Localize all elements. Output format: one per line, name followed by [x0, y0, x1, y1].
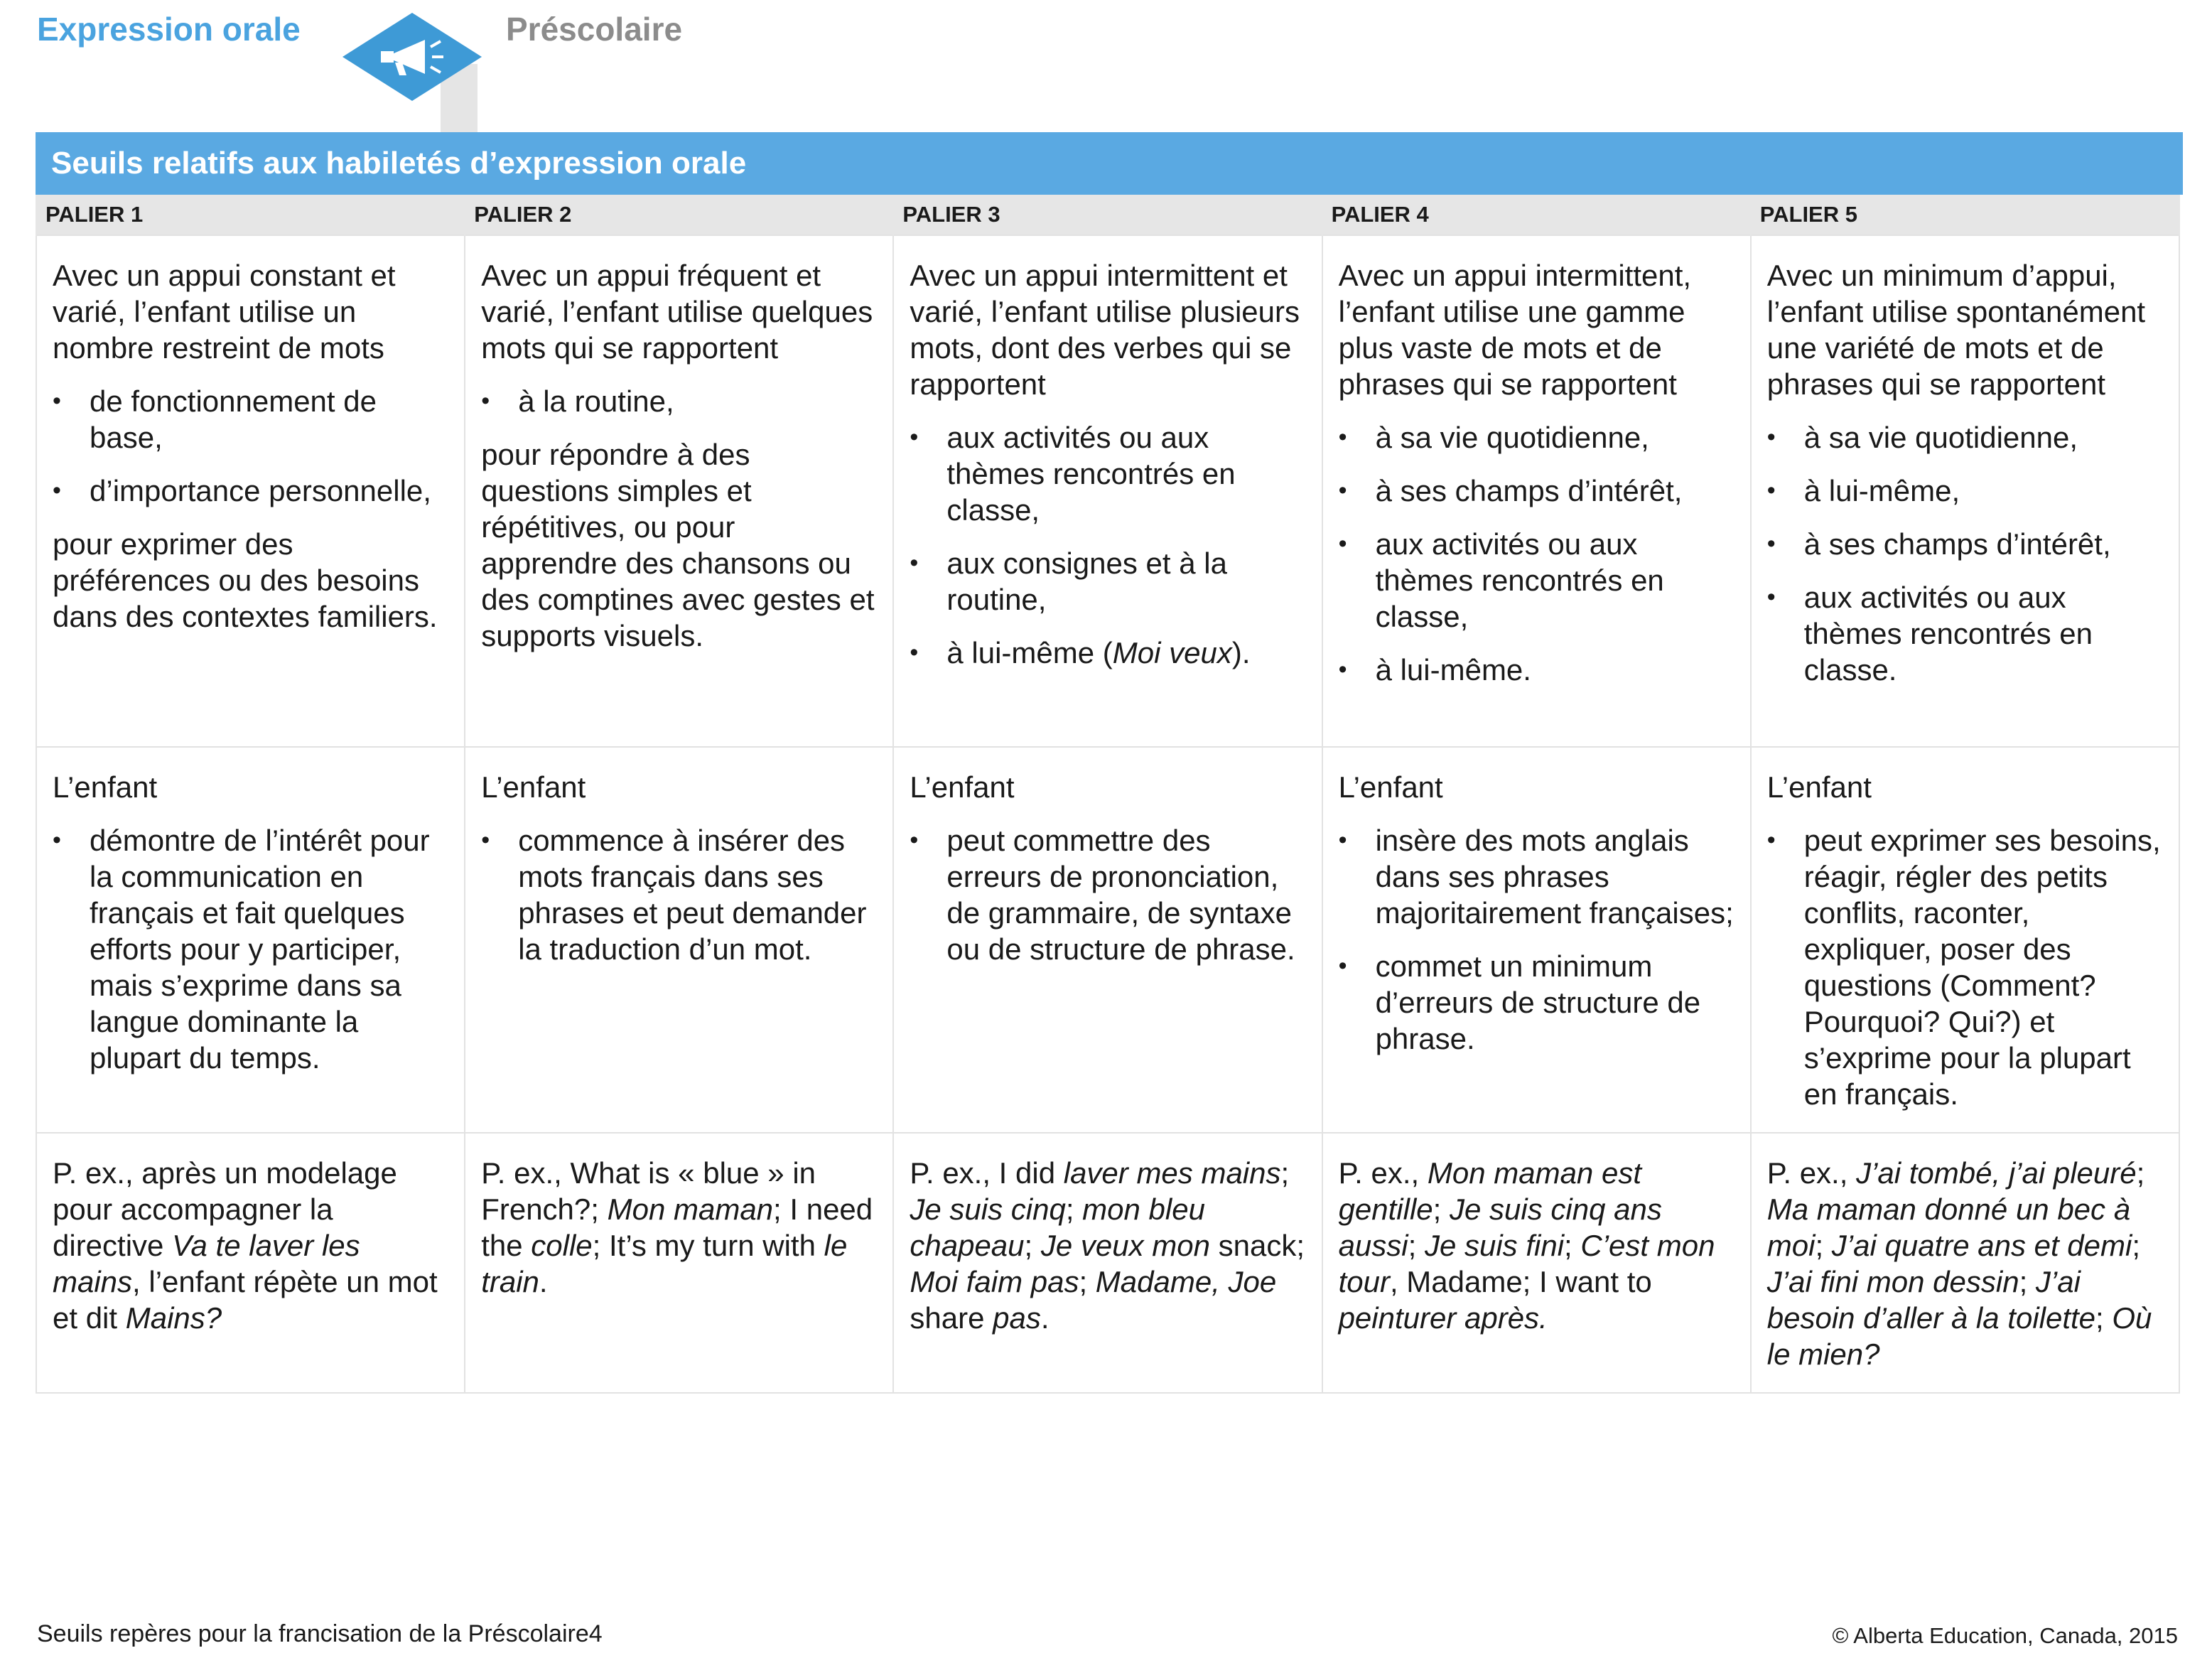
text-run: ;	[1079, 1265, 1096, 1298]
text-run: ;	[2095, 1301, 2113, 1335]
text-run: ;	[1280, 1156, 1290, 1190]
text-run: ;	[1065, 1192, 1083, 1226]
thresholds-table	[36, 195, 2180, 1394]
text-run: snack;	[1210, 1229, 1305, 1262]
example-italic: Moi veux	[1112, 636, 1232, 669]
example-italic: J’ai besoin d’aller à la toilette	[1766, 1265, 2096, 1335]
column-header-palier-1: PALIER 1	[36, 195, 465, 235]
list-item	[910, 635, 1305, 671]
example-italic: peinturer après.	[1338, 1301, 1548, 1335]
cell-intro: L’enfant	[1766, 770, 1872, 804]
list-item: • aux consignes et à la routine,	[910, 545, 1305, 618]
table-cell	[1322, 747, 1751, 1133]
text-run: ; I need the	[481, 1192, 873, 1262]
text-run: à lui-même (	[946, 636, 1113, 669]
text-run: ;	[1408, 1229, 1425, 1262]
table-cell	[1751, 747, 2179, 1133]
table-row	[36, 747, 2179, 1133]
table-row	[36, 1133, 2179, 1393]
cell-conclusion: pour répondre à des questions simples et répétitives, ou pour apprendre des chansons ou des comptines avec gestes et supports visuels.	[481, 438, 875, 652]
table-row	[36, 235, 2179, 747]
text-run: P. ex., après un modelage pour accompagner la directive	[53, 1156, 397, 1262]
bullet-list	[481, 822, 877, 967]
list-item: • à lui-même,	[1767, 473, 2163, 509]
list-item: • commet un minimum d’erreurs de structure de phrase.	[1339, 948, 1734, 1057]
example-italic: Où le mien?	[1766, 1301, 2152, 1371]
bullet-list	[1339, 822, 1734, 1057]
list-item: • peut exprimer ses besoins, réagir, régler des petits conflits, raconter, expliquer, poser des questions (Comment? Pourquoi? Qui?) et s’exprime pour la plupart en français.	[1767, 822, 2163, 1112]
column-header-palier-4: PALIER 4	[1322, 195, 1751, 235]
text-run: ;	[1564, 1229, 1581, 1262]
bullet-list	[53, 822, 448, 1076]
example-cell	[36, 1133, 465, 1393]
example-cell	[465, 1133, 893, 1393]
example-italic: le train	[481, 1229, 848, 1298]
cell-intro: Avec un appui intermittent et varié, l’enfant utilise plusieurs mots, dont des verbes qui se rapportent	[910, 259, 1300, 401]
text-run: ; It’s my turn with	[592, 1229, 824, 1262]
table-cell	[36, 235, 465, 747]
list-item: • aux activités ou aux thèmes rencontrés en classe,	[1339, 526, 1734, 635]
example-italic: Madame, Joe	[1095, 1265, 1277, 1298]
table-title: Seuils relatifs aux habiletés d’expression orale	[36, 132, 2183, 195]
list-item: • à ses champs d’intérêt,	[1339, 473, 1734, 509]
example-italic: Mon maman	[607, 1192, 774, 1226]
text-run: , l’enfant répète un mot et dit	[53, 1265, 438, 1335]
example-italic: Je suis cinq	[910, 1192, 1066, 1226]
column-header-palier-3: PALIER 3	[893, 195, 1322, 235]
list-item: • aux activités ou aux thèmes rencontrés en classe.	[1767, 579, 2163, 688]
table-cell	[1751, 235, 2179, 747]
section-title: Expression orale	[37, 11, 301, 48]
text-run: P. ex.,	[1766, 1156, 1857, 1190]
table-cell	[465, 747, 893, 1133]
cell-intro: Avec un appui constant et varié, l’enfant utilise un nombre restreint de mots	[53, 259, 396, 365]
list-item: • démontre de l’intérêt pour la communication en français et fait quelques efforts pour y participer, mais s’exprime dans sa langue dominante la plupart du temps.	[53, 822, 448, 1076]
text-run: ).	[1231, 636, 1251, 669]
bullet-list	[53, 383, 448, 509]
text-run: , Madame; I want to	[1389, 1265, 1652, 1298]
bullet-list	[481, 383, 877, 419]
table-cell	[1322, 235, 1751, 747]
table-cell	[893, 747, 1322, 1133]
cell-intro: Avec un appui intermittent, l’enfant utilise une gamme plus vaste de mots et de phrases qui se rapportent	[1338, 259, 1692, 401]
example-italic: J’ai fini mon dessin	[1766, 1265, 2019, 1298]
example-italic: Mon maman est gentille	[1338, 1156, 1641, 1226]
footer-document-title: Seuils repères pour la francisation de la Préscolaire4	[37, 1620, 603, 1647]
bullet-list	[1767, 822, 2163, 1112]
text-run: .	[1040, 1301, 1050, 1335]
text-run: ;	[1433, 1192, 1450, 1226]
example-italic: C’est mon tour	[1338, 1229, 1715, 1298]
text-run: share	[910, 1301, 993, 1335]
text-run: P. ex., What is « blue » in French?;	[481, 1156, 816, 1226]
cell-intro: L’enfant	[1338, 770, 1443, 804]
example-italic: Je veux mon	[1040, 1229, 1210, 1262]
example-italic: J’ai tombé, j’ai pleuré	[1856, 1156, 2137, 1190]
cell-intro: Avec un appui fréquent et varié, l’enfant utilise quelques mots qui se rapportent	[481, 259, 873, 365]
column-header-palier-2: PALIER 2	[465, 195, 893, 235]
list-item: • à sa vie quotidienne,	[1767, 419, 2163, 456]
cell-intro: L’enfant	[481, 770, 586, 804]
text-run: .	[539, 1265, 548, 1298]
example-italic: J’ai quatre ans et demi	[1831, 1229, 2132, 1262]
example-cell	[1751, 1133, 2179, 1393]
example-italic: laver mes mains	[1063, 1156, 1281, 1190]
cell-intro: L’enfant	[910, 770, 1015, 804]
megaphone-icon	[327, 7, 497, 135]
example-italic: Va te laver les mains	[53, 1229, 360, 1298]
list-item: • de fonctionnement de base,	[53, 383, 448, 456]
bullet-list	[910, 822, 1305, 967]
table-cell	[893, 235, 1322, 747]
example-italic: Je suis cinq ans aussi	[1338, 1192, 1662, 1262]
text-run: ;	[1815, 1229, 1832, 1262]
list-item: • à lui-même.	[1339, 652, 1734, 688]
text-run: ;	[2136, 1156, 2145, 1190]
list-item: • à la routine,	[481, 383, 877, 419]
level-title: Préscolaire	[506, 11, 683, 48]
example-italic: pas	[993, 1301, 1041, 1335]
example-italic: Ma maman donné un bec à moi	[1766, 1192, 2131, 1262]
table-cell	[465, 235, 893, 747]
list-item: • insère des mots anglais dans ses phrases majoritairement françaises;	[1339, 822, 1734, 931]
bullet-list	[910, 419, 1305, 671]
cell-intro: L’enfant	[53, 770, 158, 804]
example-italic: colle	[531, 1229, 593, 1262]
example-cell	[893, 1133, 1322, 1393]
list-item: • aux activités ou aux thèmes rencontrés en classe,	[910, 419, 1305, 528]
text-run: P. ex., I did	[910, 1156, 1064, 1190]
example-italic: mon bleu chapeau	[910, 1192, 1205, 1262]
list-item: • peut commettre des erreurs de prononciation, de grammaire, de syntaxe ou de structure de phrase.	[910, 822, 1305, 967]
example-italic: Mains?	[125, 1301, 222, 1335]
text-run: P. ex.,	[1338, 1156, 1428, 1190]
text-run: ;	[1024, 1229, 1041, 1262]
cell-intro: Avec un minimum d’appui, l’enfant utilise spontanément une variété de mots et de phrases qui se rapportent	[1766, 259, 2146, 401]
column-header-palier-5: PALIER 5	[1751, 195, 2179, 235]
text-run: ;	[2132, 1229, 2141, 1262]
list-item: • à sa vie quotidienne,	[1339, 419, 1734, 456]
cell-conclusion: pour exprimer des préférences ou des besoins dans des contextes familiers.	[53, 527, 438, 633]
example-italic: Je suis fini	[1424, 1229, 1565, 1262]
list-item: • d’importance personnelle,	[53, 473, 448, 509]
example-cell	[1322, 1133, 1751, 1393]
example-italic: Moi faim pas	[910, 1265, 1079, 1298]
table-cell	[36, 747, 465, 1133]
bullet-list	[1339, 419, 1734, 688]
text-run: ;	[2019, 1265, 2036, 1298]
bullet-list	[1767, 419, 2163, 688]
list-item: • à ses champs d’intérêt,	[1767, 526, 2163, 562]
list-item: • commence à insérer des mots français dans ses phrases et peut demander la traduction d’un mot.	[481, 822, 877, 967]
footer-copyright: © Alberta Education, Canada, 2015	[1832, 1623, 2178, 1648]
